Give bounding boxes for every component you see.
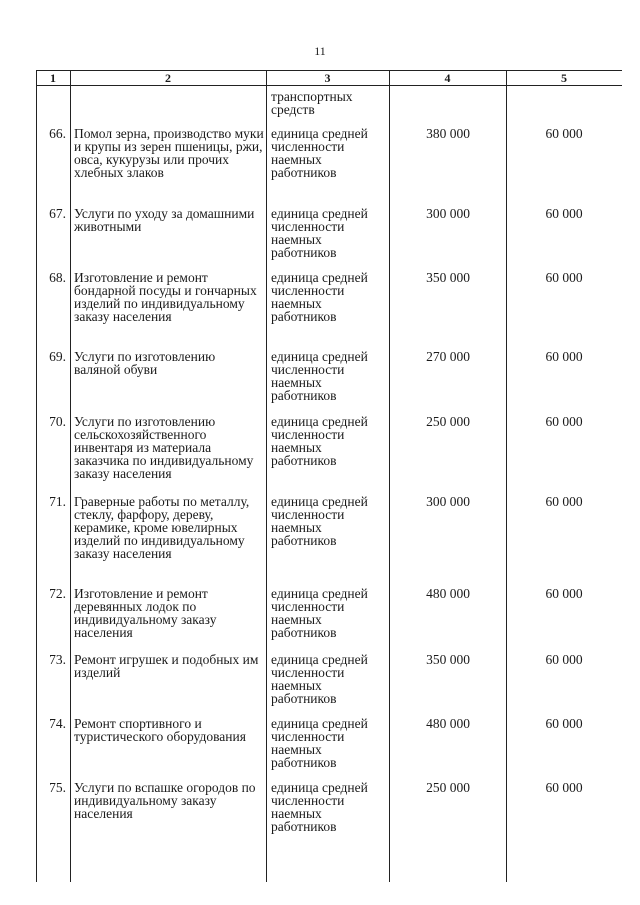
row-number: 74. [49, 716, 66, 731]
header-col-3: 3 [324, 71, 331, 85]
service-description: Помол зерна, производство муки и крупы из зерен пшеницы, ржи, овса, кукурузы или прочих хлебных злаков [74, 126, 264, 180]
column-divider [36, 70, 37, 882]
value-col-5: 60 000 [545, 652, 583, 667]
unit-cell: единица средней численности наемных работников [271, 414, 368, 468]
row-number: 72. [49, 586, 66, 601]
value-col-4: 270 000 [426, 349, 470, 364]
value-col-4: 480 000 [426, 586, 470, 601]
column-divider [70, 70, 71, 882]
value-col-5: 60 000 [545, 414, 583, 429]
value-col-5: 60 000 [545, 586, 583, 601]
service-description: Услуги по изготовлению валяной обуви [74, 349, 216, 377]
value-col-5: 60 000 [545, 126, 583, 141]
row-number: 67. [49, 206, 66, 221]
unit-cell: единица средней численности наемных работников [271, 349, 368, 403]
row-number: 71. [49, 494, 66, 509]
header-col-1: 1 [50, 71, 56, 85]
value-col-4: 300 000 [426, 494, 470, 509]
unit-cell: единица средней численности наемных работников [271, 780, 368, 834]
value-col-5: 60 000 [545, 270, 583, 285]
row-number: 70. [49, 414, 66, 429]
unit-cell: единица средней численности наемных работников [271, 494, 368, 548]
service-description: Изготовление и ремонт бондарной посуды и гончарных изделий по индивидуальному заказу населения [74, 270, 257, 324]
header-col-5: 5 [561, 71, 567, 85]
header-col-2: 2 [165, 71, 171, 85]
service-description: Услуги по изготовлению сельскохозяйственного инвентаря из материала заказчика по индивидуальному заказу населения [74, 414, 254, 481]
column-divider [389, 70, 390, 882]
value-col-4: 250 000 [426, 780, 470, 795]
unit-cell: единица средней численности наемных работников [271, 206, 368, 260]
column-divider [506, 70, 507, 882]
header-col-4: 4 [444, 71, 451, 85]
page-number: 11 [314, 44, 326, 58]
service-description: Ремонт спортивного и туристического оборудования [74, 716, 246, 744]
value-col-4: 480 000 [426, 716, 470, 731]
tariff-table [36, 70, 622, 882]
row-number: 66. [49, 126, 66, 141]
value-col-4: 300 000 [426, 206, 470, 221]
unit-cell: единица средней численности наемных работников [271, 126, 368, 180]
unit-cell: единица средней численности наемных работников [271, 586, 368, 640]
unit-cell: единица средней численности наемных работников [271, 652, 368, 706]
value-col-4: 350 000 [426, 270, 470, 285]
value-col-5: 60 000 [545, 494, 583, 509]
column-divider [266, 70, 267, 882]
service-description: Изготовление и ремонт деревянных лодок по индивидуальному заказу населения [74, 586, 217, 640]
value-col-5: 60 000 [545, 780, 583, 795]
value-col-5: 60 000 [545, 349, 583, 364]
value-col-4: 380 000 [426, 126, 470, 141]
service-description: Услуги по уходу за домашними животными [74, 206, 255, 234]
service-description: Ремонт игрушек и подобных им изделий [74, 652, 259, 680]
value-col-4: 250 000 [426, 414, 470, 429]
value-col-4: 350 000 [426, 652, 470, 667]
unit-cell: единица средней численности наемных работников [271, 716, 368, 770]
row-number: 73. [49, 652, 66, 667]
service-description: Услуги по вспашке огородов по индивидуальному заказу населения [74, 780, 256, 821]
table-header [36, 71, 622, 85]
unit-cell: единица средней численности наемных работников [271, 270, 368, 324]
value-col-5: 60 000 [545, 716, 583, 731]
unit-cell: транспортных средств [271, 89, 353, 117]
value-col-5: 60 000 [545, 206, 583, 221]
row-number: 68. [49, 270, 66, 285]
row-number: 69. [49, 349, 66, 364]
row-number: 75. [49, 780, 66, 795]
service-description: Граверные работы по металлу, стеклу, фарфору, дереву, керамике, кроме ювелирных изделий по индивидуальному заказу населения [74, 494, 250, 561]
